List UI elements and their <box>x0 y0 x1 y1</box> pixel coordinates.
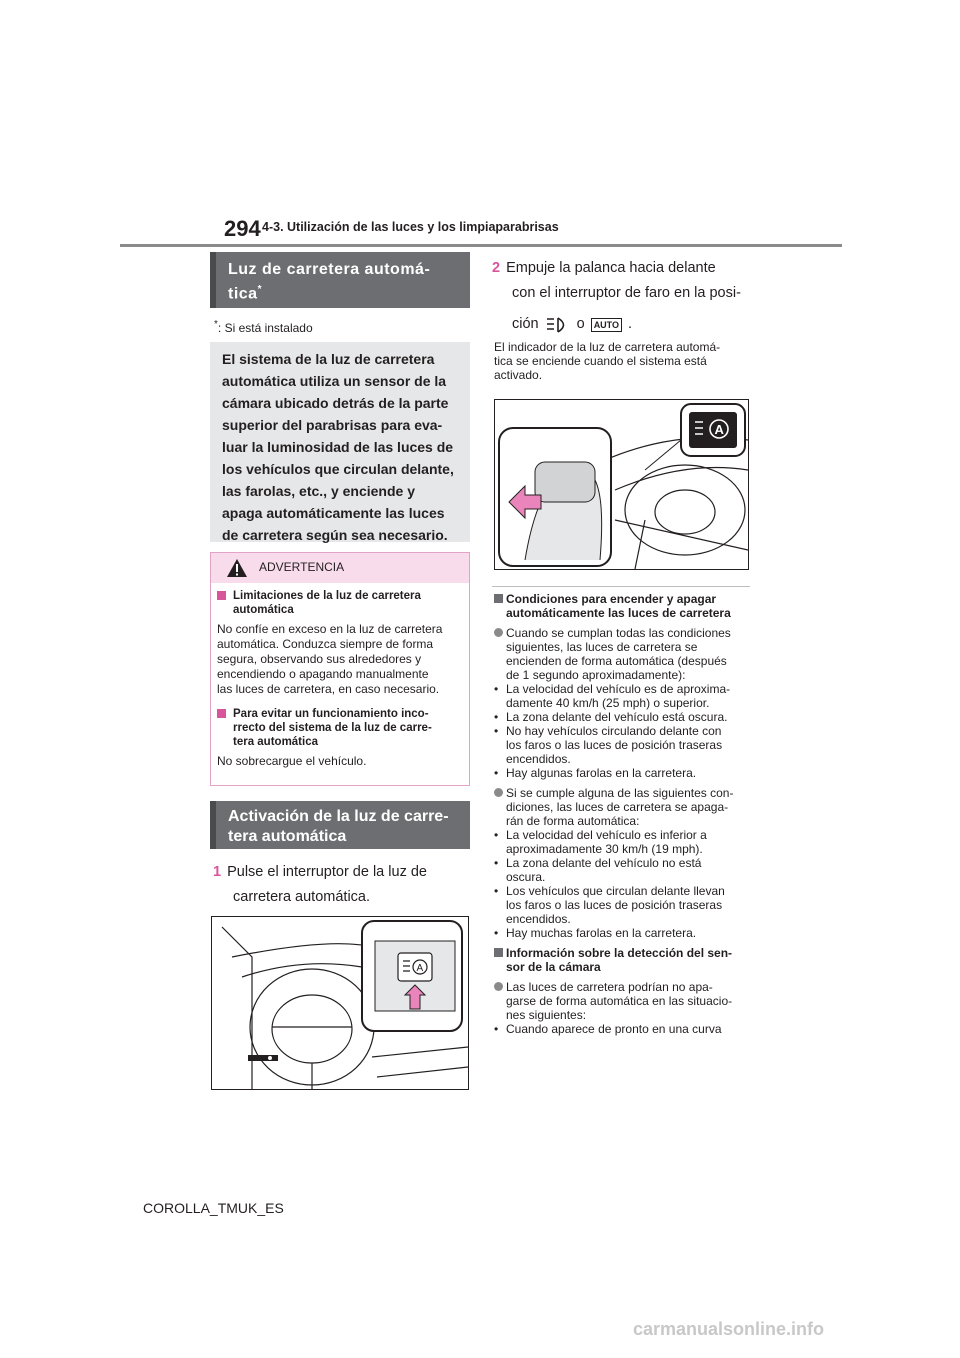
svg-text:A: A <box>714 422 724 437</box>
text-line: La velocidad del vehículo es de aproxima- <box>506 682 731 696</box>
warning-triangle-icon <box>226 558 248 578</box>
warning-subheading-line: rrecto del sistema de la luz de carre- <box>233 722 432 734</box>
text-line: diciones, las luces de carretera se apaga- <box>506 800 729 814</box>
list-item: • La zona delante del vehículo no está oscura. <box>494 856 752 884</box>
warning-text: No sobrecargue el vehículo. <box>217 754 367 768</box>
warning-subheading <box>217 707 463 749</box>
intro-line: superior del parabrisas para eva- <box>222 417 443 433</box>
step-text: ción <box>512 316 539 332</box>
warning-subheading-line: tera automática <box>233 736 319 748</box>
text-line: los faros o las luces de posición traseras <box>506 738 723 752</box>
camera-intro <box>494 980 752 1022</box>
footnote-mark: * <box>214 319 218 330</box>
step-text: con el interruptor de faro en la posi- <box>512 285 741 301</box>
step-text: Pulse el interruptor de la luz de <box>227 864 427 880</box>
list-item: • La zona delante del vehículo está oscura. <box>494 710 752 724</box>
warning-text-line: segura, observando sus alrededores y <box>217 652 422 666</box>
intro-line: cámara ubicado detrás de la parte <box>222 395 449 411</box>
text-line: Cuando se cumplan todas las condiciones <box>506 626 731 640</box>
text-line: La zona delante del vehículo está oscura. <box>506 710 728 724</box>
grey-circle-icon <box>494 982 503 991</box>
intro-line: las farolas, etc., y enciende y <box>222 483 415 499</box>
conditions-section <box>494 592 752 1036</box>
heading-line: Condiciones para encender y apagar <box>506 592 717 606</box>
heading-line-2: tera automática <box>228 828 347 845</box>
pink-square-icon <box>217 709 226 718</box>
footnote-text: : Si está instalado <box>217 321 313 335</box>
list-item: • La velocidad del vehículo es de aproxima- damente 40 km/h (25 mph) o superior. <box>494 682 752 710</box>
warning-text-line: encendiendo o apagando manualmente <box>217 667 429 681</box>
heading-line: sor de la cámara <box>506 960 601 974</box>
step-text: . <box>628 316 633 332</box>
step-text: o <box>576 316 585 332</box>
warning-subheading-line: Limitaciones de la luz de carretera <box>233 590 421 602</box>
figure-dashboard-switch <box>211 916 469 1090</box>
text-line: oscura. <box>506 870 546 884</box>
list-item: • La velocidad del vehículo es inferior a aproximadamente 30 km/h (19 mph). <box>494 828 752 856</box>
intro-line: los vehículos que circulan delante, <box>222 461 454 477</box>
page-number: 294 <box>224 216 261 241</box>
step-2-note <box>494 340 754 382</box>
warning-subheading-line: Para evitar un funcionamiento inco- <box>233 708 429 720</box>
note-line: activado. <box>494 368 543 382</box>
text-line: La zona delante del vehículo no está <box>506 856 702 870</box>
step-text: carretera automática. <box>233 889 371 905</box>
auto-high-beam-icon <box>545 315 571 335</box>
text-line: No hay vehículos circulando delante con <box>506 724 722 738</box>
grey-circle-icon <box>494 628 503 637</box>
list-item: • Los vehículos que circulan delante llevan los faros o las luces de posición traseras encendidos. <box>494 884 752 926</box>
auto-position-icon: AUTO <box>591 318 622 332</box>
text-line: Los vehículos que circulan delante llevan <box>506 884 725 898</box>
conditions-heading <box>494 592 752 620</box>
heading-asterisk: * <box>257 284 262 295</box>
section-divider <box>492 586 750 587</box>
watermark: carmanualsonline.info <box>633 1319 825 1339</box>
heading-auto-high-beam <box>210 252 470 308</box>
svg-text:A: A <box>416 963 424 974</box>
text-line: Si se cumple alguna de las siguientes con- <box>506 786 734 800</box>
text-line: encendidos. <box>506 752 571 766</box>
text-line: rán de forma automática: <box>506 814 640 828</box>
pink-square-icon <box>217 591 226 600</box>
grey-square-icon <box>494 948 503 957</box>
footnote <box>214 319 313 335</box>
heading-line-1: Luz de carretera automá- <box>228 261 431 278</box>
warning-box <box>210 552 470 786</box>
warning-header <box>211 553 469 583</box>
text-line: aproximadamente 30 km/h (19 mph). <box>506 842 703 856</box>
list-item: • No hay vehículos circulando delante con los faros o las luces de posición traseras encendidos. <box>494 724 752 766</box>
text-line: encendidos. <box>506 912 571 926</box>
grey-circle-icon <box>494 788 503 797</box>
warning-text-line: No confíe en exceso en la luz de carretera <box>217 622 443 636</box>
text-line: damente 40 km/h (25 mph) o superior. <box>506 696 710 710</box>
lever-illustration <box>495 400 748 569</box>
list-item: • Hay algunas farolas en la carretera. <box>494 766 752 780</box>
warning-text <box>217 622 463 697</box>
step-number: 1 <box>213 864 222 880</box>
warning-text-line: automática. Conduzca siempre de forma <box>217 637 434 651</box>
text-line: Hay algunas farolas en la carretera. <box>506 766 697 780</box>
heading-activation <box>210 801 470 849</box>
note-line: El indicador de la luz de carretera automá- <box>494 340 721 354</box>
text-line: Las luces de carretera podrían no apa- <box>506 980 713 994</box>
warning-subheading <box>217 589 463 617</box>
text-line: siguientes, las luces de carretera se <box>506 640 698 654</box>
text-line: encienden de forma automática (después <box>506 654 727 668</box>
text-line: Hay muchas farolas en la carretera. <box>506 926 697 940</box>
text-line: los faros o las luces de posición traseras <box>506 898 723 912</box>
step-1 <box>213 860 473 910</box>
footer-code: COROLLA_TMUK_ES <box>143 1200 284 1216</box>
step-text: Empuje la palanca hacia delante <box>506 260 716 276</box>
text-line: Cuando aparece de pronto en una curva <box>506 1022 722 1036</box>
intro-line: apaga automáticamente las luces <box>222 505 445 521</box>
text-line: de 1 segundo aproximadamente): <box>506 668 686 682</box>
text-line: La velocidad del vehículo es inferior a <box>506 828 707 842</box>
step-number: 2 <box>492 260 501 276</box>
camera-heading <box>494 946 752 974</box>
intro-box <box>210 342 470 542</box>
text-line: nes siguientes: <box>506 1008 587 1022</box>
header-rule <box>120 244 842 247</box>
intro-line: El sistema de la luz de carretera <box>222 351 435 367</box>
intro-line: automática utiliza un sensor de la <box>222 373 447 389</box>
heading-line-2: tica <box>228 285 258 303</box>
note-line: tica se enciende cuando el sistema está <box>494 354 707 368</box>
text-line: garse de forma automática en las situacio- <box>506 994 733 1008</box>
grey-square-icon <box>494 594 503 603</box>
warning-title: ADVERTENCIA <box>259 560 345 574</box>
intro-line: de carretera según sea necesario. <box>222 527 448 543</box>
step-2 <box>492 256 762 337</box>
list-item: • Cuando aparece de pronto en una curva <box>494 1022 752 1036</box>
list-item: • Hay muchas farolas en la carretera. <box>494 926 752 940</box>
warning-text-line: las luces de carretera, en caso necesario. <box>217 682 440 696</box>
heading-line: Información sobre la detección del sen- <box>506 946 733 960</box>
conditions-on-intro <box>494 626 752 682</box>
conditions-off-intro <box>494 786 752 828</box>
intro-line: luar la luminosidad de las luces de <box>222 439 454 455</box>
heading-line: automáticamente las luces de carretera <box>506 606 731 620</box>
section-title: 4-3. Utilización de las luces y los limpiaparabrisas <box>262 220 559 234</box>
figure-lever-indicator <box>494 399 749 570</box>
heading-line-1: Activación de la luz de carre- <box>228 808 449 825</box>
dashboard-illustration <box>212 917 468 1089</box>
warning-subheading-line: automática <box>233 604 294 616</box>
